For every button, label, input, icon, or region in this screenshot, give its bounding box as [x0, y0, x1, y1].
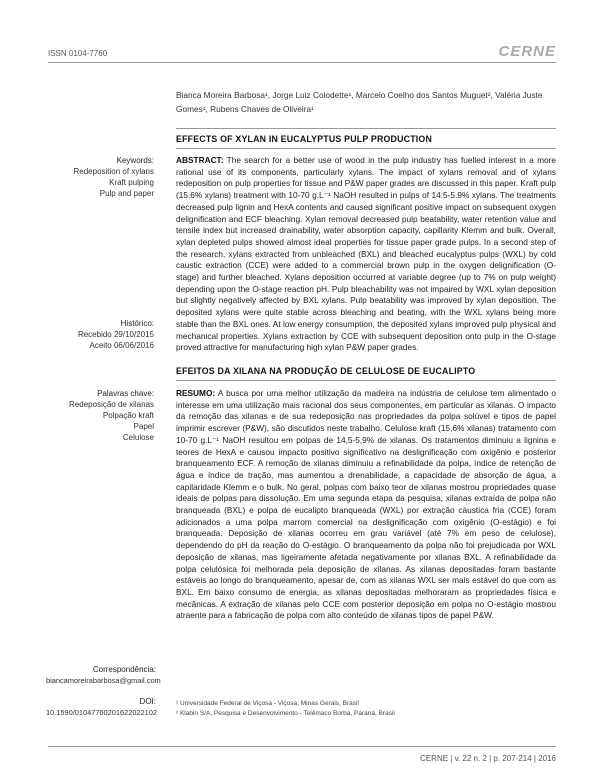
resumo-title-rule [176, 380, 556, 381]
palavra-item: Redeposição de xilanas [69, 400, 154, 409]
keyword-item: Pulp and paper [99, 189, 154, 198]
footnotes [176, 699, 556, 718]
footer-citation: CERNE | v. 22 n. 2 | p. 207-214 | 2016 [420, 754, 556, 763]
resumo-text: A busca por uma melhor utilização da madeira na indústria de celulose tem alimentado o interesse em uma utilização mais racional dos seus componentes, em particular as xilanas. O impacto da remoção das xilanas e de sua redeposição nas propriedades da polpa solúvel e tipos de papel imprimir escrever (P&W), são discutidos neste trabalho. Celulose kraft (15,6% xilanas) tratamento com 10-70 g.L⁻¹ NaOH resultou em polpas de 14,5-5,9% de xilanas. Os tratamentos diminuiu a lignina e teores de HexA e causou impacto positivo significativo na deslignificação com oxigênio e posterior branqueamento ECF. A remoção de xilanas diminuiu a refinabilidade da polpa, índice de retenção de água e índice de tração, mas aumentou a drenabilidade, a capacidade de absorção de água, a capilaridade Klemm e o bulk. No geral, polpas com baixo teor de xilanas mostrou propriedades quase ideais de polpas para dissolução. Em uma segunda etapa da pesquisa, xilanas extraída de polpa não branqueada (BXL) e polpa de eucalipto branqueada (WXL) por extração cáustica fria (CCE) foram adicionados a uma polpa marrom comercial na deslignificação com oxigênio (O-estágio) e foi branqueada. Deposição de xilanas ocorreu em grau variável (até 7% em peso de celulose), dependendo do pH da reação do O-estágio. O branqueamento da polpa não foi prejudicada por WXL deposição de xilanas, mas ligeiramente afetada negativamente por xilanas BXL. A refinabilidade da polpa celulósica foi melhorada pela deposição de xilanas. As xilanas depositadas foram bastante estáveis ao longo do branqueamento, apesar de, com as xilanas WXL ser mais estável do que com as BXL. Em baixo consumo de energia, as xilanas depositadas melhoraram as propriedades física e mecânicas. A extração de xilanas pelo CCE com posterior deposição em polpa no O-estágio mostrou atraente para a fabricação de polpa com alto conteúdo de xilanas tipos de papel P&W. [176, 388, 556, 621]
doi-title: DOI: [139, 697, 156, 706]
history-item: Aceito 06/06/2016 [89, 341, 154, 350]
keyword-item: Kraft pulping [109, 178, 154, 187]
correspondence-block [46, 664, 161, 686]
resumo-label: RESUMO: [176, 388, 216, 398]
correspondence-email[interactable]: biancamoreirabarbosa@gmail.com [46, 676, 161, 685]
issn: ISSN 0104-7760 [48, 49, 108, 58]
header-rule [48, 62, 556, 63]
doi-value[interactable]: 10.1590/01047760201622022102 [46, 708, 157, 717]
english-abstract [176, 155, 556, 354]
footnote-item: ¹ Universidade Federal de Viçosa - Viçosa, Minas Gerais, Brasil [176, 700, 359, 707]
palavras-block [46, 388, 154, 443]
history-title: Histórico: [120, 319, 154, 328]
footnote-item: ² Klabin S/A, Pesquisa e Desenvolvimento - Telêmaco Borba, Paraná, Brasil [176, 709, 395, 717]
author-list: Bianca Moreira Barbosa¹, Jorge Luiz Colodette¹, Marcelo Coelho dos Santos Muguet², Valéria Juste Gomes¹, Rubens Chaves de Oliveira¹ [176, 90, 543, 114]
doi-block [46, 696, 156, 718]
palavra-item: Celulose [122, 433, 154, 442]
correspondence-title: Correspondência: [92, 665, 156, 674]
abstract-text: The search for a better use of wood in the pulp industry has fuelled interest in a more rational use of its components, particularly xylans. The impact of xylans removal and of xylans redeposition on pulp properties for tissue and P&W paper grades are discussed in this paper. Kraft pulp (15.6% xylans) treatment with 10-70 g.L⁻¹ NaOH resulted in pulps of 14.5-5.9% xylans. The treatments decreased pulp lignin and HexA contents and caused significant positive impact on subsequent oxygen delignification and ECF bleaching. Xylan removal decreased pulp beatability, water retention value and tensile index but increased drainability, water absorption capacity, capillarity Klemm and bulk. Overall, xylan depleted pulps showed almost ideal properties for tissue paper grade pulps. In a second step of the research, xylans extracted from unbleached (BXL) and bleached eucalyptus pulps (WXL) by cold caustic extraction (CCE) were added to a commercial brown pulp in the oxygen delignification (O-stage) and further bleached. Xylans deposition occurred at variable degree (up to 7% on pulp weight) depending upon the O-stage reaction pH. Pulp bleachability was not impaired by WXL xylan deposition but slightly negatively affected by BXL xylans. Pulp beatability was improved by xylan deposition. The deposited xylans were quite stable across bleaching and beating, with the WXL xylans being more stable than the BXL ones. At low energy consumption, the deposited xylans improved pulp physical and mechanical properties. Xylans extraction by CCE with subsequent deposition onto pulp in the O-stage proved attractive for manufacturing high xylan P&W paper grades. [176, 155, 556, 353]
palavra-item: Papel [133, 422, 154, 431]
title-rule [176, 148, 556, 149]
portuguese-title: EFEITOS DA XILANA NA PRODUÇÃO DE CELULOSE DE EUCALIPTO [176, 366, 476, 376]
footer-rule [48, 746, 556, 747]
keyword-item: Redeposition of xylans [73, 167, 154, 176]
keywords-block [46, 155, 154, 199]
portuguese-abstract [176, 388, 556, 622]
palavra-item: Polpação kraft [102, 411, 154, 420]
palavras-title: Palavras chave: [97, 389, 154, 398]
authors-rule [176, 128, 556, 129]
history-item: Recebido 29/10/2015 [77, 330, 154, 339]
english-title: EFFECTS OF XYLAN IN EUCALYPTUS PULP PRODUCTION [176, 134, 433, 144]
abstract-label: ABSTRACT: [176, 155, 224, 165]
journal-logo: CERNE [498, 43, 556, 60]
keywords-title: Keywords: [116, 156, 154, 165]
history-block [46, 318, 154, 351]
